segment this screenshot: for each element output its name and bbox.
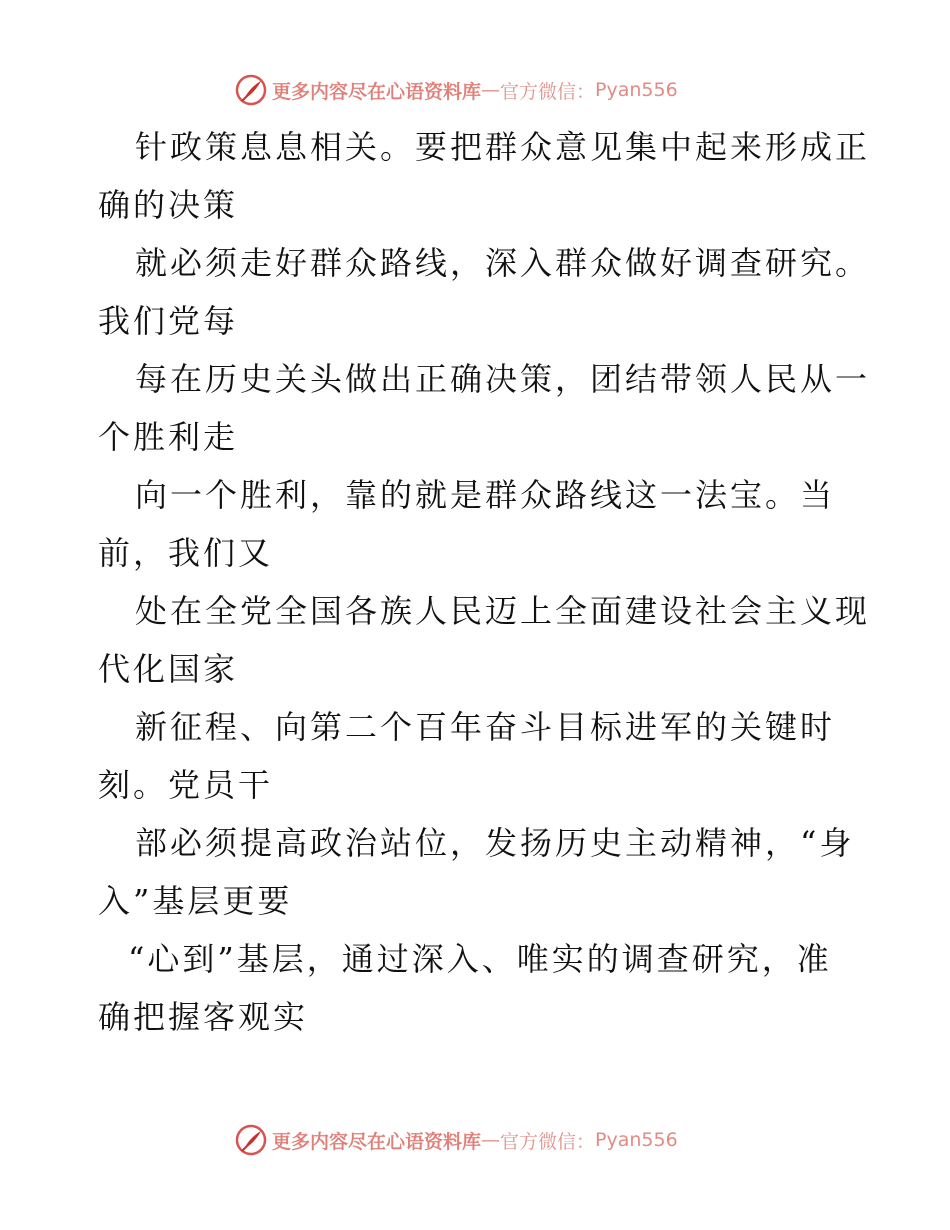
text-line: 每在历史关头做出正确决策，团结带领人民从一 <box>135 360 871 398</box>
watermark-label: 官方微信： <box>500 80 596 103</box>
document-body <box>98 118 871 1046</box>
watermark-id: Pyan556 <box>595 1129 678 1151</box>
text-line: “心到”基层，通过深入、唯实的调查研究，准 <box>128 940 832 978</box>
text-line: 新征程、向第二个百年奋斗目标进军的关键时 <box>135 708 836 746</box>
text-line: 刻。党员干 <box>98 766 274 804</box>
header-watermark <box>234 72 678 108</box>
watermark-id: Pyan556 <box>595 79 678 101</box>
watermark-separator: — <box>481 1129 501 1151</box>
text-line: 前，我们又 <box>98 534 274 572</box>
text-line: 个胜利走 <box>98 418 239 456</box>
text-line: 我们党每 <box>98 302 239 340</box>
text-line: 确把握客观实 <box>98 998 309 1036</box>
watermark-separator: — <box>481 79 501 101</box>
text-line: 针政策息息相关。要把群众意见集中起来形成正 <box>135 128 871 166</box>
watermark-brand: 更多内容尽在心语资料库 <box>272 1130 482 1153</box>
text-line: 向一个胜利，靠的就是群众路线这一法宝。当 <box>135 476 836 514</box>
watermark-brand: 更多内容尽在心语资料库 <box>272 80 482 103</box>
text-line: 代化国家 <box>98 650 239 688</box>
feather-pen-circle-icon <box>234 73 268 107</box>
text-line: 确的决策 <box>98 186 239 224</box>
text-line: 部必须提高政治站位，发扬历史主动精神，“身 <box>135 824 855 862</box>
text-line: 处在全党全国各族人民迈上全面建设社会主义现 <box>135 592 871 630</box>
watermark-label: 官方微信： <box>500 1130 596 1153</box>
text-line: 就必须走好群众路线，深入群众做好调查研究。 <box>135 244 871 282</box>
text-line: 入”基层更要 <box>98 882 293 920</box>
feather-pen-circle-icon <box>234 1123 268 1157</box>
footer-watermark <box>234 1122 678 1158</box>
